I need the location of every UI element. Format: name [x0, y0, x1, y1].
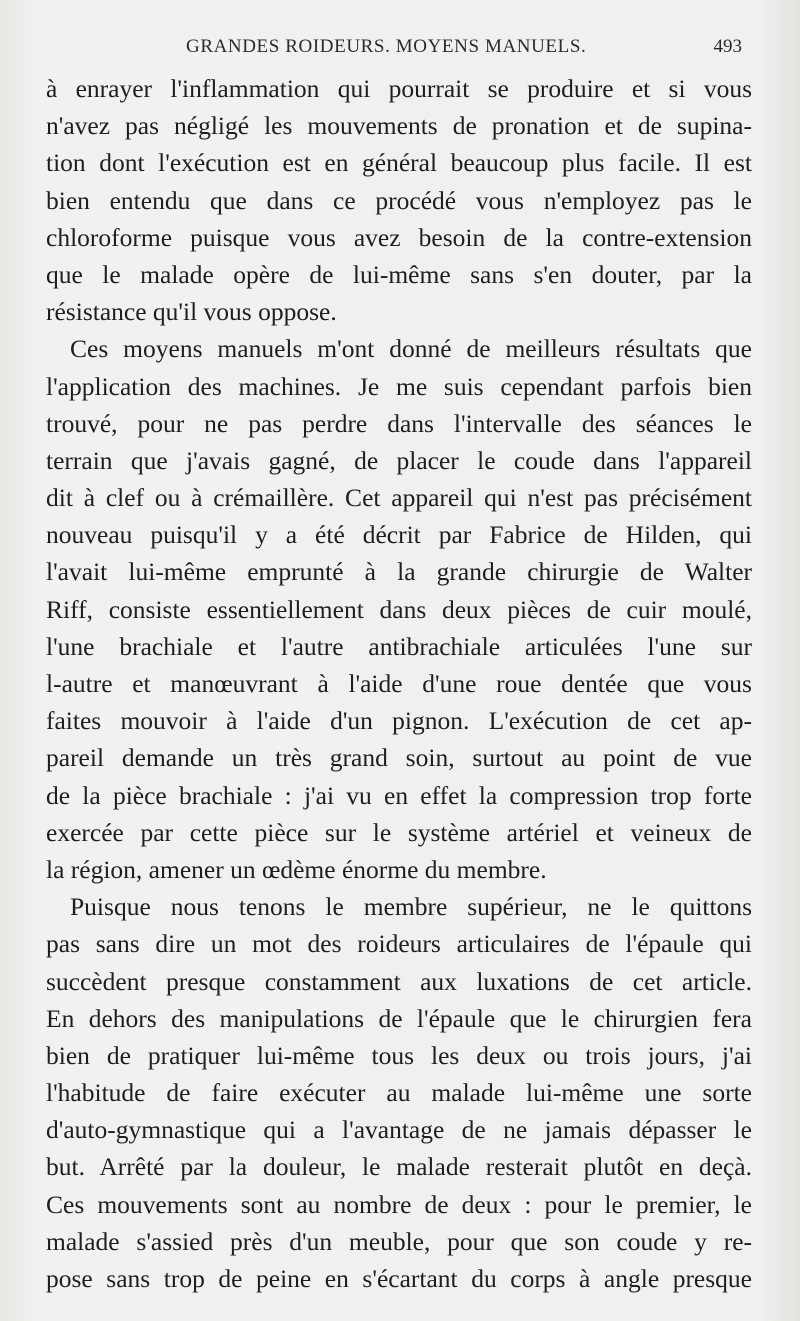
page-header: [48, 36, 748, 64]
text-line: que le malade opère de lui-même sans s'en douter, par la: [46, 259, 752, 289]
text-line: En dehors des manipulations de l'épaule que le chirurgien fera: [46, 1003, 752, 1033]
text-line: résistance qu'il vous oppose.: [46, 297, 337, 327]
page-number: 493: [713, 36, 742, 57]
text-line: succèdent presque constamment aux luxations de cet article.: [46, 966, 752, 996]
text-line: bien entendu que dans ce procédé vous n'employez pas le: [46, 185, 752, 215]
text-line: l'avait lui-même emprunté à la grande chirurgie de Walter: [46, 557, 752, 587]
text-line: nouveau puisqu'il y a été décrit par Fabrice de Hilden, qui: [46, 520, 752, 550]
text-line: l'habitude de faire exécuter au malade lui-même une sorte: [46, 1078, 752, 1108]
text-line: l'application des machines. Je me suis cependant parfois bien: [46, 371, 752, 401]
running-title: GRANDES ROIDEURS. MOYENS MANUELS.: [186, 36, 587, 57]
text-line: à enrayer l'inflammation qui pourrait se produire et si vous: [46, 74, 752, 103]
text-line: n'avez pas négligé les mouvements de pronation et de supina-: [46, 111, 752, 141]
text-line: exercée par cette pièce sur le système artériel et veineux de: [46, 817, 752, 847]
text-line: pose sans trop de peine en s'écartant du corps à angle presque: [46, 1264, 752, 1293]
text-line: tion dont l'exécution est en général beaucoup plus facile. Il est: [46, 148, 752, 178]
text-line: malade s'assied près d'un meuble, pour que son coude y re-: [46, 1226, 752, 1256]
text-line: pareil demande un très grand soin, surtout au point de vue: [46, 743, 752, 773]
text-line: la région, amener un œdème énorme du membre.: [46, 854, 547, 884]
text-line: terrain que j'avais gagné, de placer le coude dans l'appareil: [46, 445, 752, 475]
text-line: chloroforme puisque vous avez besoin de la contre-extension: [46, 222, 752, 252]
paragraph-start-line: Ces moyens manuels m'ont donné de meilleurs résultats que: [70, 334, 752, 364]
text-line: dit à clef ou à crémaillère. Cet appareil qui n'est pas précisément: [46, 483, 752, 513]
paragraph-start-line: Puisque nous tenons le membre supérieur, ne le quittons: [70, 892, 752, 922]
text-line: d'auto-gymnastique qui a l'avantage de ne jamais dépasser le: [46, 1115, 752, 1145]
text-line: faites mouvoir à l'aide d'un pignon. L'exécution de cet ap-: [46, 706, 752, 736]
text-line: de la pièce brachiale : j'ai vu en effet la compression trop forte: [46, 780, 752, 810]
text-line: but. Arrêté par la douleur, le malade resterait plutôt en deçà.: [46, 1152, 752, 1182]
text-line: pas sans dire un mot des roideurs articulaires de l'épaule qui: [46, 929, 752, 959]
text-line: trouvé, pour ne pas perdre dans l'intervalle des séances le: [46, 408, 752, 438]
text-line: l'une brachiale et l'autre antibrachiale articulées l'une sur: [46, 631, 752, 661]
text-line: Riff, consiste essentiellement dans deux pièces de cuir moulé,: [46, 594, 752, 624]
text-line: Ces mouvements sont au nombre de deux : pour le premier, le: [46, 1189, 752, 1219]
body-text: [46, 70, 752, 1297]
text-line: l-autre et manœuvrant à l'aide d'une roue dentée que vous: [46, 669, 752, 698]
text-line: bien de pratiquer lui-même tous les deux ou trois jours, j'ai: [46, 1040, 752, 1070]
